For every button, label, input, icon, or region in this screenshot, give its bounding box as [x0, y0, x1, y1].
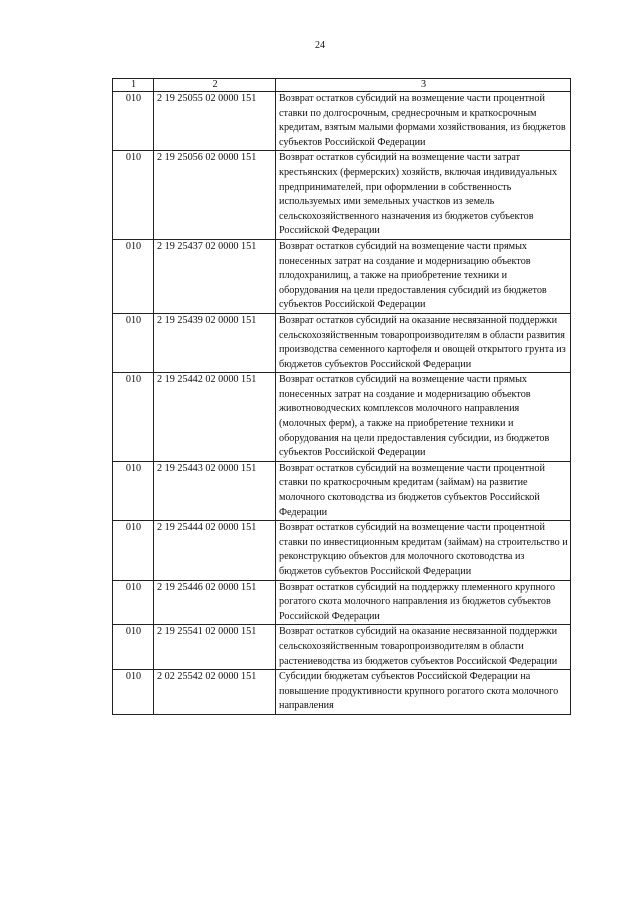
budget-code-cell: 2 19 25446 02 0000 151	[154, 580, 276, 625]
table-row	[113, 461, 571, 520]
table-row	[113, 151, 571, 240]
budget-code-cell: 2 19 25439 02 0000 151	[154, 313, 276, 372]
description-cell: Субсидии бюджетам субъектов Российской Федерации на повышение продуктивности крупного рогатого скота молочного направления	[276, 670, 571, 715]
budget-code-cell: 2 02 25542 02 0000 151	[154, 670, 276, 715]
admin-code-cell: 010	[113, 313, 154, 372]
admin-code-cell: 010	[113, 580, 154, 625]
table-row	[113, 580, 571, 625]
table-row	[113, 625, 571, 670]
admin-code-cell: 010	[113, 373, 154, 462]
table-row	[113, 239, 571, 313]
budget-code-cell: 2 19 25442 02 0000 151	[154, 373, 276, 462]
table-row	[113, 92, 571, 151]
table-row	[113, 313, 571, 372]
budget-code-cell: 2 19 25541 02 0000 151	[154, 625, 276, 670]
table-row	[113, 373, 571, 462]
table-row	[113, 521, 571, 580]
budget-code-cell: 2 19 25444 02 0000 151	[154, 521, 276, 580]
budget-code-cell: 2 19 25437 02 0000 151	[154, 239, 276, 313]
column-header-2: 2	[154, 79, 276, 92]
admin-code-cell: 010	[113, 461, 154, 520]
admin-code-cell: 010	[113, 239, 154, 313]
description-cell: Возврат остатков субсидий на возмещение части процентной ставки по краткосрочным кредитам (займам) на развитие молочного скотоводства из бюджетов субъектов Российской Федерации	[276, 461, 571, 520]
column-header-3: 3	[276, 79, 571, 92]
column-header-1: 1	[113, 79, 154, 92]
page-number: 24	[315, 40, 325, 51]
admin-code-cell: 010	[113, 670, 154, 715]
admin-code-cell: 010	[113, 521, 154, 580]
description-cell: Возврат остатков субсидий на возмещение части процентной ставки по инвестиционным кредитам (займам) на строительство и реконструкцию объектов для молочного скотоводства из бюджетов субъектов Российской Федерации	[276, 521, 571, 580]
admin-code-cell: 010	[113, 92, 154, 151]
table-header-row	[113, 79, 571, 92]
admin-code-cell: 010	[113, 625, 154, 670]
description-cell: Возврат остатков субсидий на возмещение части прямых понесенных затрат на создание и модернизацию объектов животноводческих комплексов молочного направления (молочных ферм), а также на приобретение техники и оборудования на цели предоставления субсидии, из бюджетов субъектов Российской Федерации	[276, 373, 571, 462]
budget-code-cell: 2 19 25055 02 0000 151	[154, 92, 276, 151]
description-cell: Возврат остатков субсидий на поддержку племенного крупного рогатого скота молочного направления из бюджетов субъектов Российской Федерации	[276, 580, 571, 625]
description-cell: Возврат остатков субсидий на возмещение части прямых понесенных затрат на создание и модернизацию объектов плодохранилищ, а также на приобретение техники и оборудования на цели предоставления субсидий из бюджетов субъектов Российской Федерации	[276, 239, 571, 313]
table-row	[113, 670, 571, 715]
description-cell: Возврат остатков субсидий на возмещение части процентной ставки по долгосрочным, среднесрочным и краткосрочным кредитам, взятым малыми формами хозяйствования, из бюджетов субъектов Российской Федерации	[276, 92, 571, 151]
budget-code-cell: 2 19 25056 02 0000 151	[154, 151, 276, 240]
description-cell: Возврат остатков субсидий на возмещение части затрат крестьянских (фермерских) хозяйств, включая индивидуальных предпринимателей, при оформлении в собственность используемых ими земельных участков из земель сельскохозяйственного назначения из бюджетов субъектов Российской Федерации	[276, 151, 571, 240]
description-cell: Возврат остатков субсидий на оказание несвязанной поддержки сельскохозяйственным товаропроизводителям в области растениеводства из бюджетов субъектов Российской Федерации	[276, 625, 571, 670]
description-cell: Возврат остатков субсидий на оказание несвязанной поддержки сельскохозяйственным товаропроизводителям в области развития производства семенного картофеля и овощей открытого грунта из бюджетов субъектов Российской Федерации	[276, 313, 571, 372]
admin-code-cell: 010	[113, 151, 154, 240]
budget-code-cell: 2 19 25443 02 0000 151	[154, 461, 276, 520]
budget-code-table	[112, 78, 571, 715]
